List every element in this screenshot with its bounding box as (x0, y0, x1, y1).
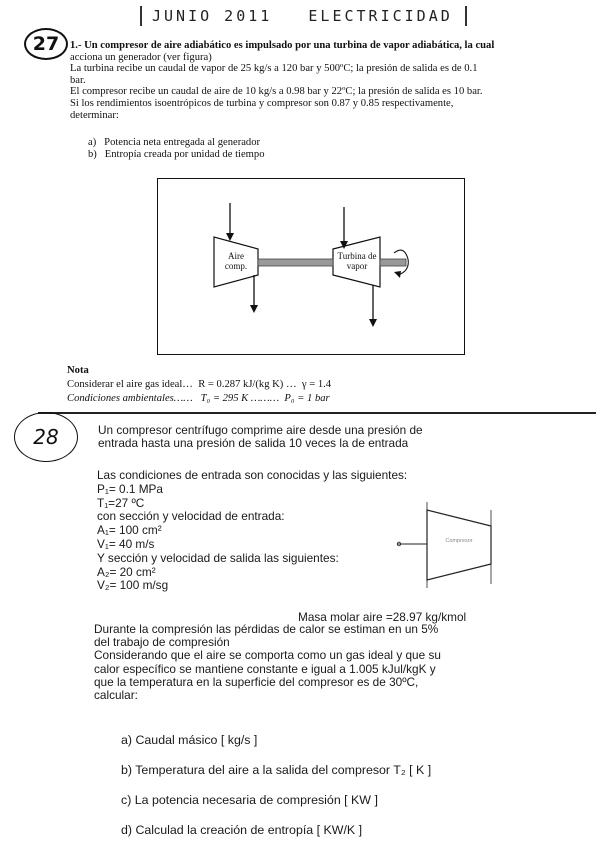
compressor-label: Aire comp. (224, 251, 248, 271)
p27-line: bar. (70, 74, 86, 86)
p27-line: La turbina recibe un caudal de vapor de 25 kg/s a 120 bar y 500ºC; la presión de salida es de 0.1 (70, 63, 478, 75)
turbine-label: Turbina de vapor (337, 251, 377, 271)
compressor-turbine-diagram (158, 179, 464, 354)
p27-item-b: b) Entropía creada por unidad de tiempo (88, 148, 265, 160)
p28-question-a: a) Caudal másico [ kg/s ] (121, 733, 258, 747)
p28-condition: A₂= 20 cm² (97, 564, 156, 579)
problem-28-body (94, 623, 494, 702)
problem-28-number-text: 28 (33, 425, 59, 449)
problem-27-number (24, 28, 68, 60)
p28-body-line: Durante la compresión las pérdidas de calor se estiman en un 5% (94, 622, 439, 636)
problem-27-figure (157, 178, 465, 355)
p28-body-line: que la temperatura en la superficie del compresor es de 30ºC, (94, 674, 419, 689)
p28-condition: Las condiciones de entrada son conocidas y las siguientes: (97, 468, 408, 482)
p28-condition: T₁=27 ºC (97, 495, 145, 510)
p27-line: determinar: (70, 109, 119, 121)
p27-line: 1.- Un compresor de aire adiabático es impulsado por una turbina de vapor adiabática, la cual (70, 40, 495, 51)
problem-27-statement (70, 40, 590, 121)
nota-line-2: Condiciones ambientales…… T₀ = 295 K ……… P₀ = 1 bar (67, 393, 330, 405)
p28-condition: A₁= 100 cm² (97, 523, 162, 538)
nota-title: Nota (67, 365, 89, 376)
p28-question-c: c) La potencia necesaria de compresión [ KW ] (121, 793, 378, 807)
p28-condition: P₁= 0.1 MPa (97, 481, 163, 496)
p28-condition: Y sección y velocidad de salida las siguientes: (97, 550, 339, 565)
section-divider (38, 412, 596, 414)
p28-condition: con sección y velocidad de entrada: (97, 509, 285, 524)
header (140, 4, 470, 28)
compressor-sketch-label: Compresor (445, 538, 473, 544)
problem-28-number (14, 412, 78, 462)
compressor-sketch (395, 500, 505, 590)
p28-body-line: del trabajo de compresión (94, 635, 230, 650)
p28-body-line: Considerando que el aire se comporta como un gas ideal y que su (94, 648, 441, 663)
p28-intro-line: entrada hasta una presión de salida 10 veces la de entrada (98, 436, 409, 451)
p28-intro-line: Un compresor centrífugo comprime aire desde una presión de (98, 423, 423, 437)
p28-condition: V₁= 40 m/s (97, 536, 155, 551)
p27-line: Si los rendimientos isoentrópicos de turbina y compresor son 0.87 y 0.85 respectivamente, (70, 97, 454, 109)
p28-question-b: b) Temperatura del aire a la salida del compresor T₂ [ K ] (121, 763, 432, 777)
problem-28-questions (121, 734, 541, 837)
p28-body-line: calor específico se mantiene constante e igual a 1.005 kJul/kgK y (94, 661, 436, 676)
problem-27-items (88, 137, 568, 160)
p28-condition: V₂= 100 m/sg (97, 578, 169, 593)
header-left-bar (140, 6, 142, 26)
p27-item-a: a) Potencia neta entregada al generador (88, 137, 261, 148)
problem-27-number-text: 27 (32, 33, 60, 55)
p27-line: El compresor recibe un caudal de aire de 10 kg/s a 0.98 bar y 22ºC; la presión de salida es 10 bar. (70, 86, 483, 98)
header-title: JUNIO 2011 ELECTRICIDAD (152, 7, 453, 25)
problem-28-intro (98, 424, 498, 451)
p28-body-line: calcular: (94, 688, 138, 703)
p28-question-d: d) Calculad la creación de entropía [ KW/K ] (121, 823, 363, 837)
problem-28-compressor-sketch (395, 500, 505, 590)
problem-27-nota (67, 365, 587, 405)
p27-line: acciona un generador (ver figura) (70, 51, 212, 63)
molar-mass: Masa molar aire =28.97 kg/kmol (298, 610, 467, 624)
header-right-bar (465, 6, 467, 26)
nota-line-1: Considerar el aire gas ideal… R = 0.287 kJ/(kg K) … γ = 1.4 (67, 378, 332, 390)
